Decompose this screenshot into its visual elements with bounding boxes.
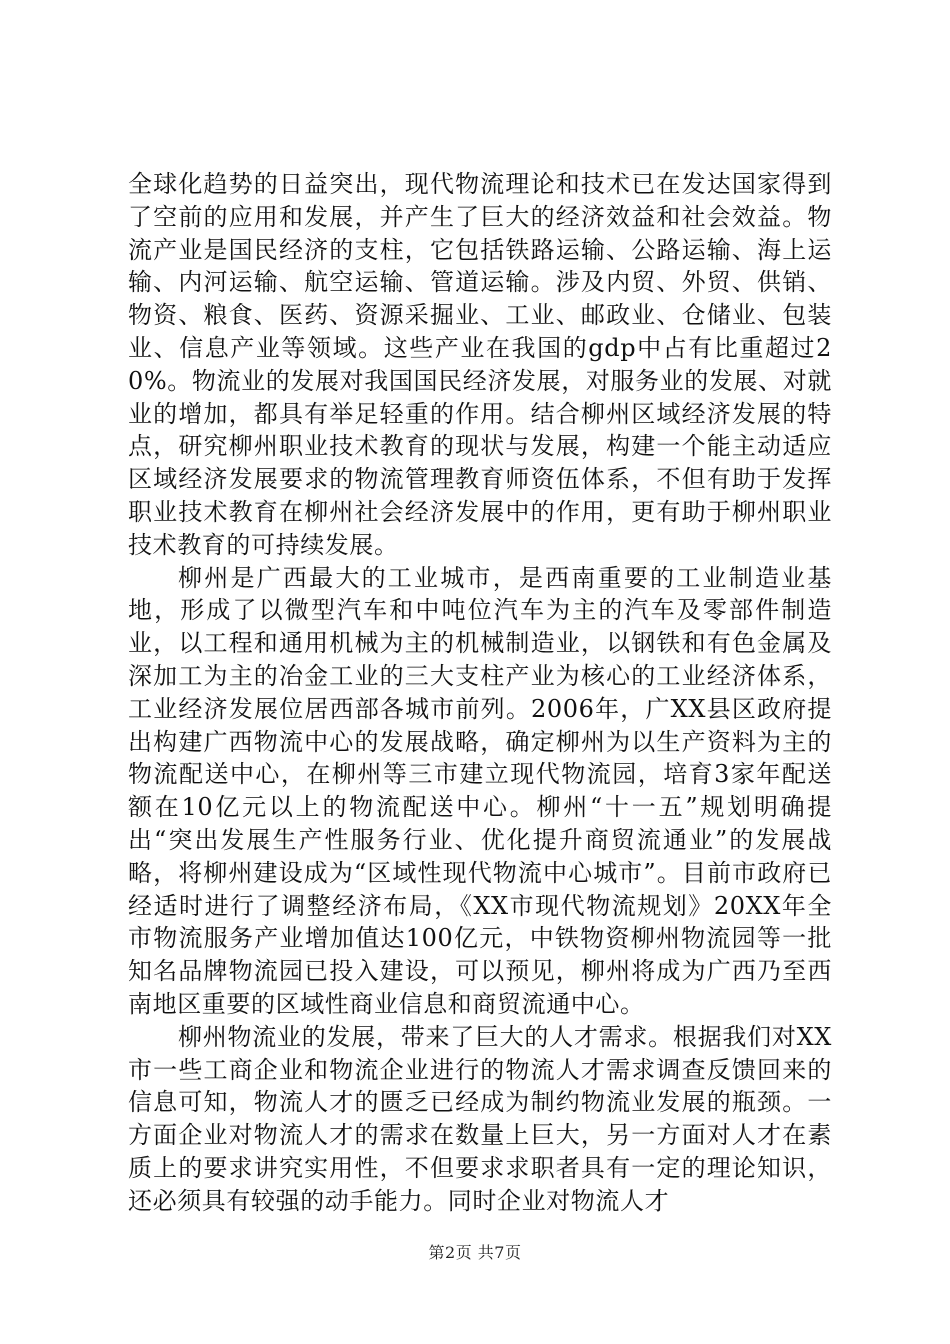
- paragraph-liuzhou-industry: 柳州是广西最大的工业城市，是西南重要的工业制造业基地，形成了以微型汽车和中吨位汽车为主的汽车及零部件制造业，以工程和通用机械为主的机械制造业，以钢铁和有色金属及深加工为主的冶金工业的三大支柱产业为核心的工业经济体系，工业经济发展位居西部各城市前列。2006年，广XX县区政府提出构建广西物流中心的发展战略，确定柳州为以生产资料为主的物流配送中心，在柳州等三市建立现代物流园，培育3家年配送额在10亿元以上的物流配送中心。柳州“十一五”规划明确提出“突出发展生产性服务行业、优化提升商贸流通业”的发展战略，将柳州建设成为“区域性现代物流中心城市”。目前市政府已经适时进行了调整经济布局，《XX市现代物流规划》20XX年全市物流服务产业增加值达100亿元，中铁物资柳州物流园等一批知名品牌物流园已投入建设，可以预见，柳州将成为广西乃至西南地区重要的区域性商业信息和商贸流通中心。: [128, 563, 832, 1018]
- page-number-footer: 第2页 共7页: [428, 1243, 522, 1262]
- document-body: [128, 168, 832, 1218]
- paragraph-globalization: 全球化趋势的日益突出，现代物流理论和技术已在发达国家得到了空前的应用和发展，并产生了巨大的经济效益和社会效益。物流产业是国民经济的支柱，它包括铁路运输、公路运输、海上运输、内河运输、航空运输、管道运输。涉及内贸、外贸、供销、物资、粮食、医药、资源采掘业、工业、邮政业、仓储业、包装业、信息产业等领域。这些产业在我国的gdp中占有比重超过20%。物流业的发展对我国国民经济发展，对服务业的发展、对就业的增加，都具有举足轻重的作用。结合柳州区域经济发展的特点，研究柳州职业技术教育的现状与发展，构建一个能主动适应区域经济发展要求的物流管理教育师资伍体系，不但有助于发挥职业技术教育在柳州社会经济发展中的作用，更有助于柳州职业技术教育的可持续发展。: [128, 170, 832, 559]
- paragraph-talent-demand: 柳州物流业的发展，带来了巨大的人才需求。根据我们对XX市一些工商企业和物流企业进行的物流人才需求调查反馈回来的信息可知，物流人才的匮乏已经成为制约物流业发展的瓶颈。一方面企业对物流人才的需求在数量上巨大，另一方面对人才在素质上的要求讲究实用性，不但要求求职者具有一定的理论知识，还必须具有较强的动手能力。同时企业对物流人才: [128, 1022, 832, 1215]
